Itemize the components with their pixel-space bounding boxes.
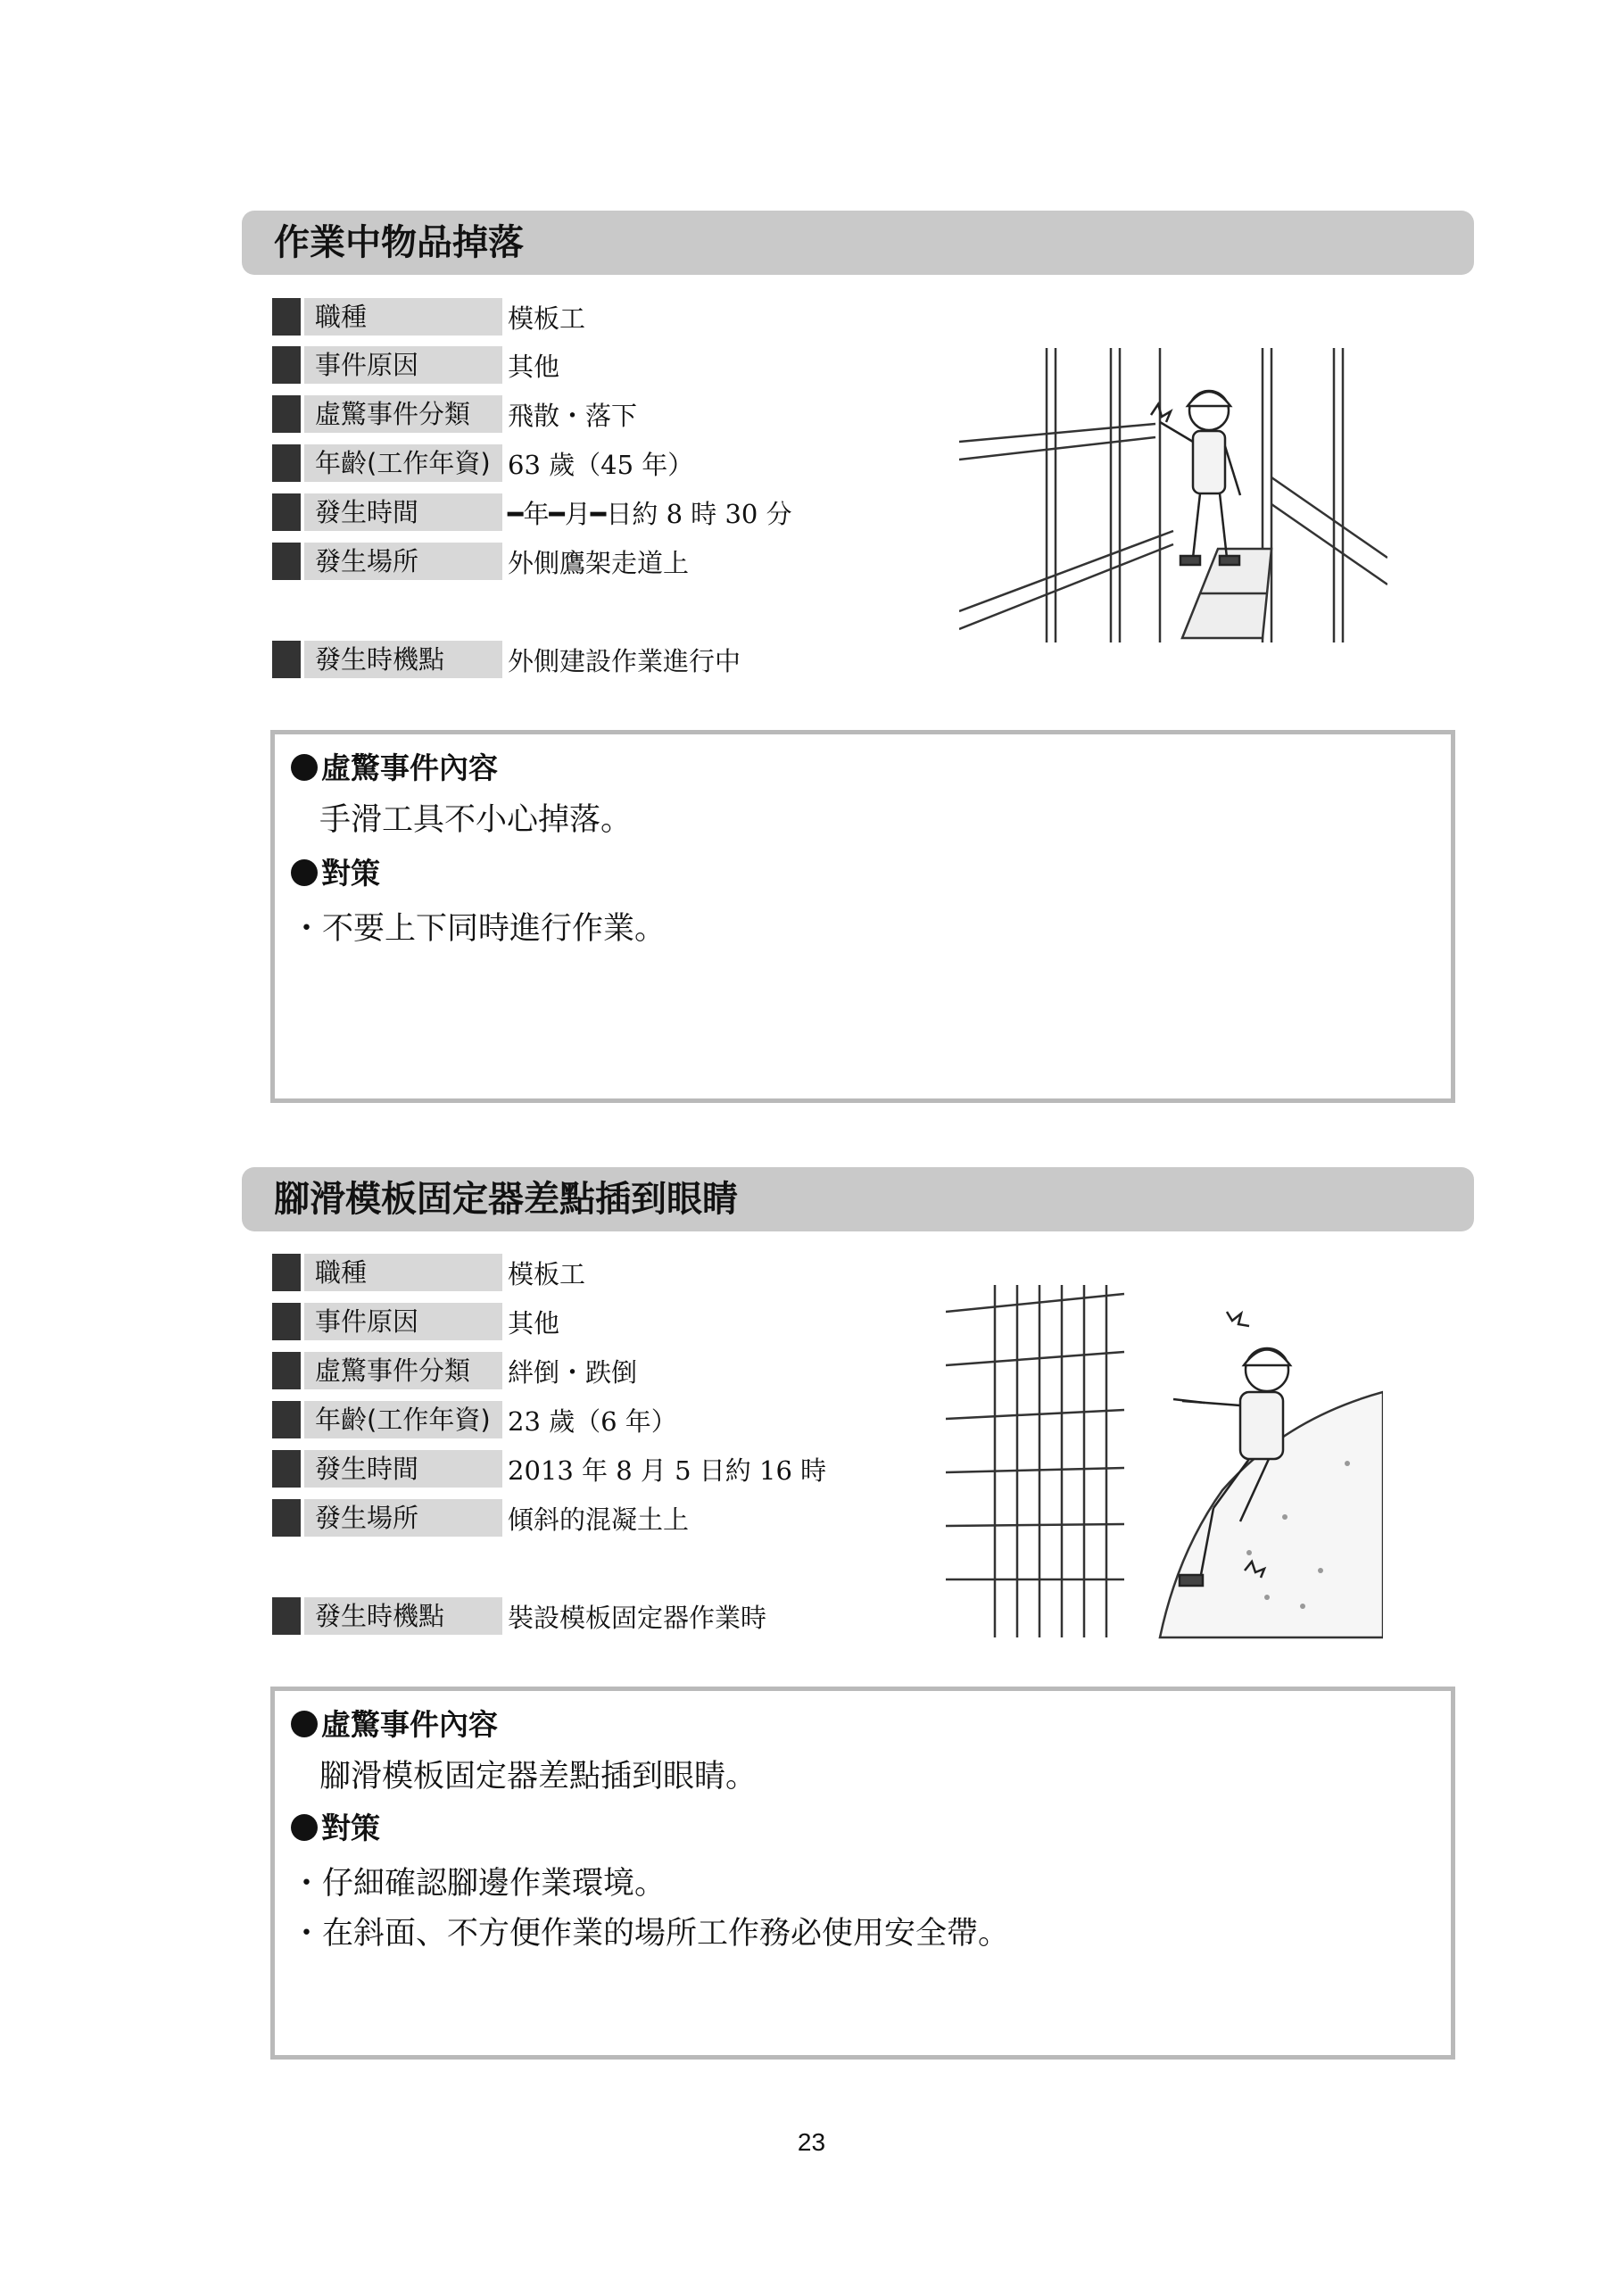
field-label: 年齡(工作年資): [304, 1401, 502, 1438]
field-label: 發生時間: [304, 493, 502, 531]
content-box: [270, 730, 1455, 1103]
field-value: 傾斜的混凝土上: [508, 1504, 690, 1535]
measures-heading: 對策: [291, 850, 380, 892]
field-value: 2013 年 8 月 5 日約 16 時: [508, 1455, 827, 1486]
measure-item: ・不要上下同時進行作業。: [291, 911, 667, 947]
bullet-icon: [291, 1711, 318, 1737]
content-heading: 虛驚事件內容: [291, 745, 498, 787]
field-value: 模板工: [508, 1259, 586, 1289]
bullet-icon: [291, 754, 318, 781]
field-label: 虛驚事件分類: [304, 1352, 502, 1389]
field-value: 外側鷹架走道上: [508, 548, 690, 578]
section-title: 作業中物品掉落: [242, 211, 1474, 275]
field-label: 發生時機點: [304, 1597, 502, 1635]
measure-item: ・仔細確認腳邊作業環境。: [291, 1866, 667, 1902]
field-value: 63 歲（45 年）: [508, 450, 694, 480]
field-value: 外側建設作業進行中: [508, 646, 741, 676]
field-value: ━年━月━日約 8 時 30 分: [508, 499, 792, 529]
field-value: 23 歲（6 年）: [508, 1406, 677, 1437]
field-label: 年齡(工作年資): [304, 444, 502, 482]
field-label: 發生時機點: [304, 641, 502, 678]
measure-item: ・在斜面、不方便作業的場所工作務必使用安全帶。: [291, 1916, 1010, 1952]
field-value: 其他: [508, 352, 560, 382]
field-label: 職種: [304, 1254, 502, 1291]
field-label: 虛驚事件分類: [304, 395, 502, 433]
field-label: 發生場所: [304, 543, 502, 580]
field-label: 發生場所: [304, 1499, 502, 1537]
measures-heading: 對策: [291, 1805, 380, 1847]
field-value: 模板工: [508, 303, 586, 334]
field-label: 事件原因: [304, 346, 502, 384]
bullet-icon: [291, 859, 318, 886]
field-value: 飛散・落下: [508, 401, 638, 431]
field-label: 職種: [304, 298, 502, 336]
field-value: 絆倒・跌倒: [508, 1357, 638, 1388]
field-value: 其他: [508, 1308, 560, 1339]
slope-worker-icon: [946, 1285, 1383, 1642]
content-text: 腳滑模板固定器差點插到眼睛。: [319, 1759, 758, 1795]
content-heading: 虛驚事件內容: [291, 1702, 498, 1744]
page-number: 23: [797, 2128, 826, 2156]
bullet-icon: [291, 1814, 318, 1841]
field-label: 發生時間: [304, 1450, 502, 1488]
content-box: [270, 1687, 1455, 2060]
scaffold-worker-icon: [959, 344, 1387, 647]
section-title: 腳滑模板固定器差點插到眼睛: [242, 1167, 1474, 1231]
content-text: 手滑工具不小心掉落。: [319, 802, 633, 838]
field-label: 事件原因: [304, 1303, 502, 1340]
field-value: 裝設模板固定器作業時: [508, 1603, 767, 1633]
